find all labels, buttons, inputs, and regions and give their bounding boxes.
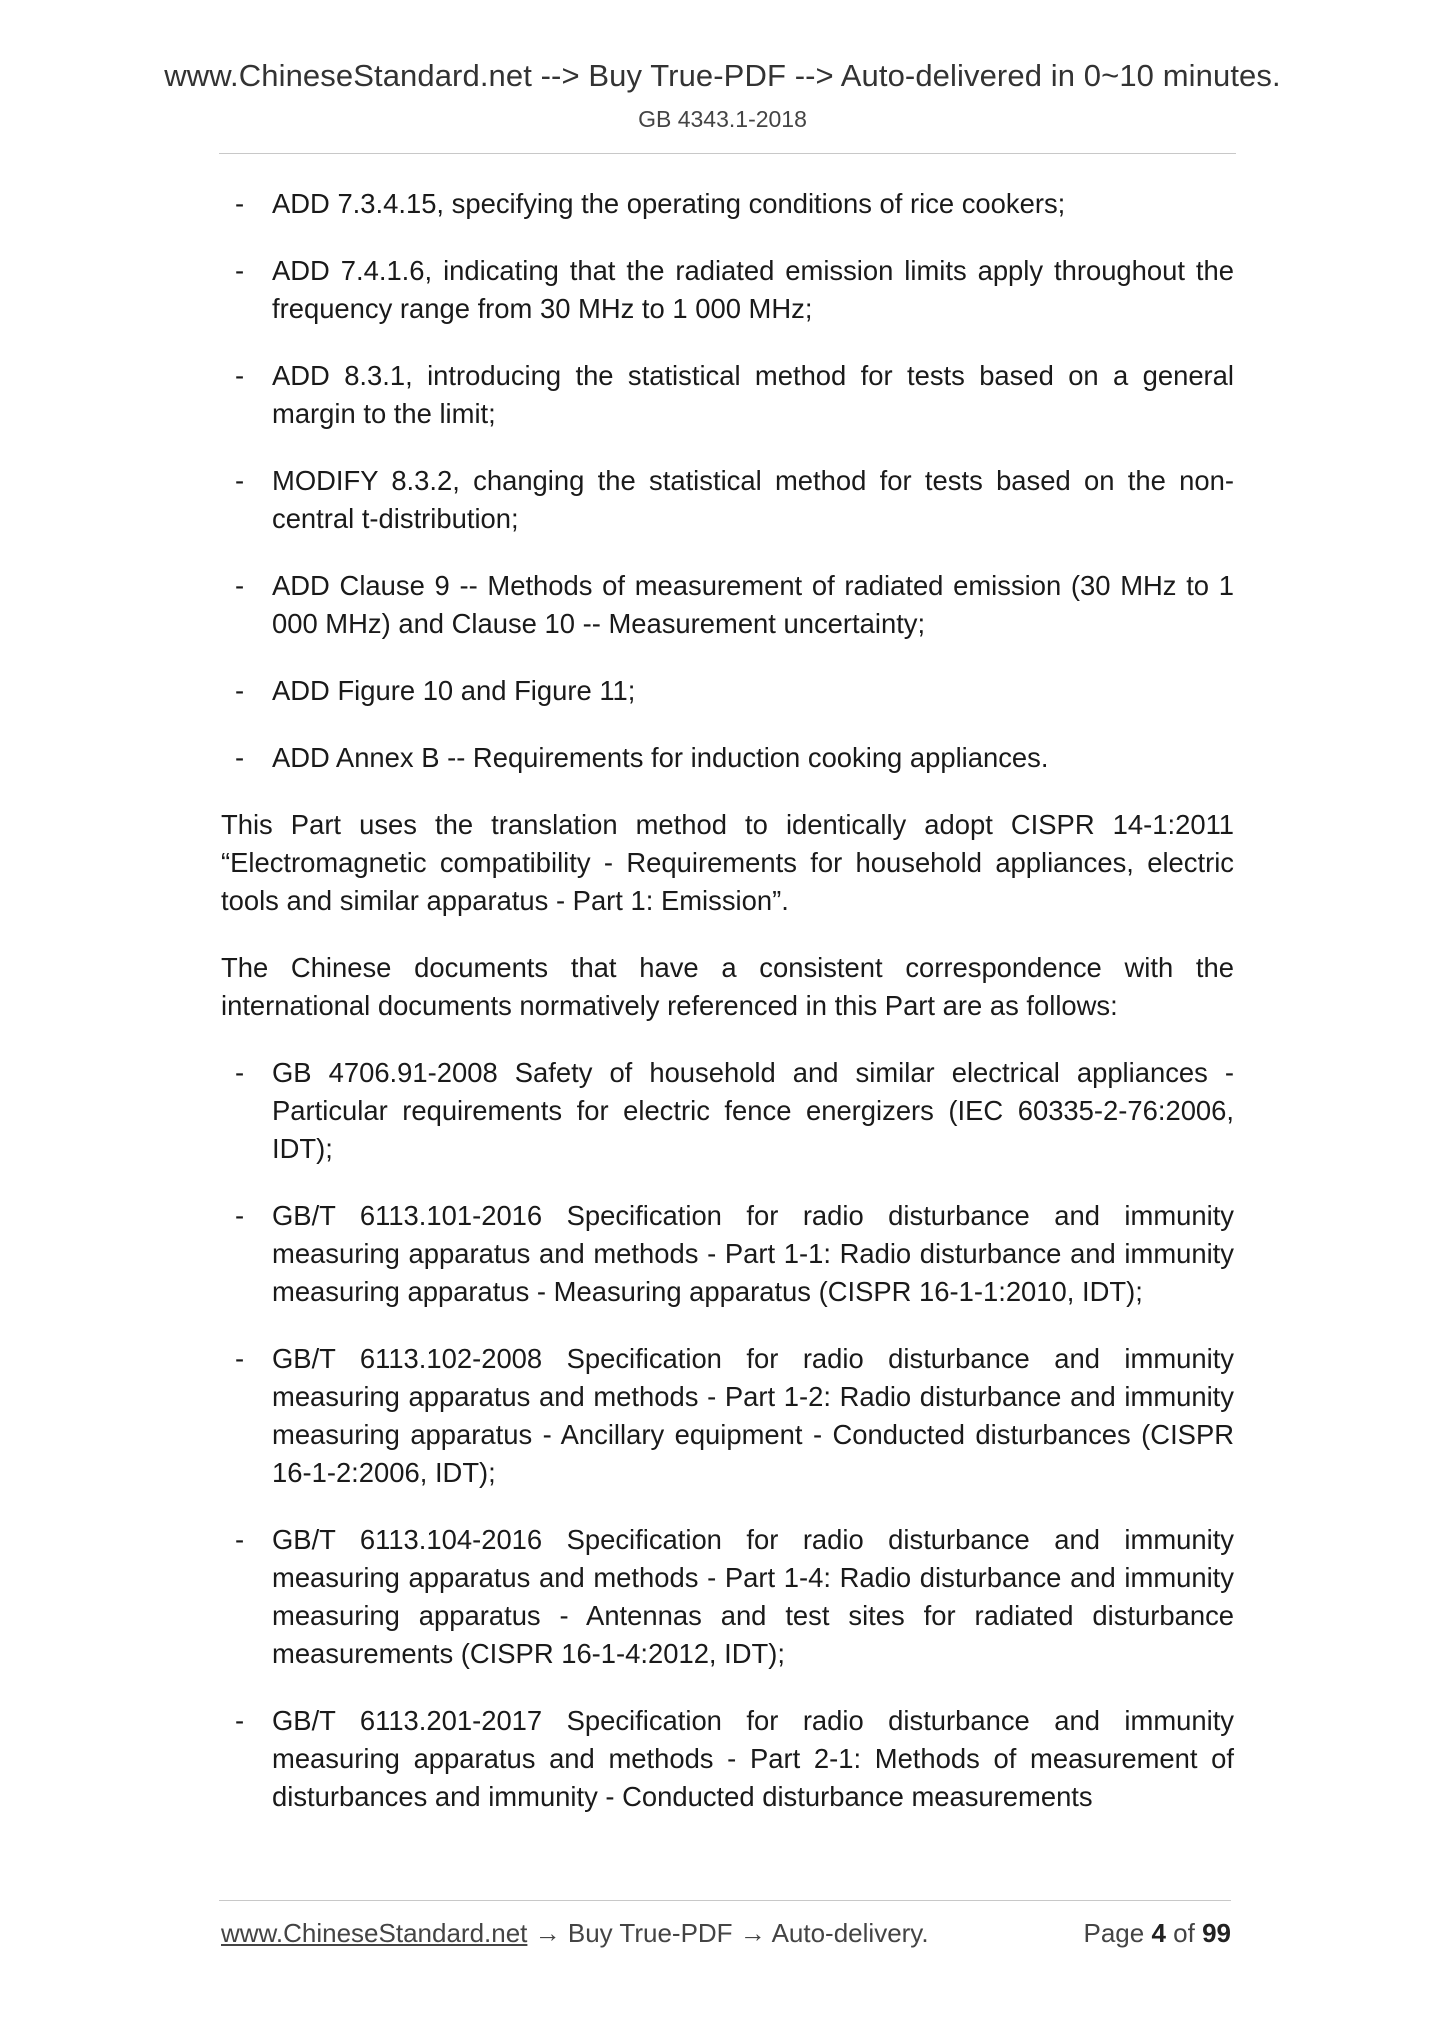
total-pages: 99: [1202, 1918, 1231, 1948]
list-item-text: ADD Figure 10 and Figure 11;: [272, 675, 636, 706]
list-item: [221, 739, 1234, 777]
list-item-text: ADD Clause 9 -- Methods of measurement of radiated emission (30 MHz to 1 000 MHz) and Clause 10 -- Measurement uncertainty;: [272, 570, 1234, 639]
reference-text: GB 4706.91-2008 Safety of household and similar electrical appliances - Particular requirements for electric fence energizers (IEC 60335-2-76:2006, IDT);: [272, 1057, 1234, 1164]
list-item: [221, 185, 1234, 223]
dash-bullet: [235, 185, 244, 223]
reference-item: [221, 1340, 1234, 1492]
dash-bullet: [235, 1702, 244, 1740]
list-item: [221, 462, 1234, 538]
reference-text: GB/T 6113.102-2008 Specification for radio disturbance and immunity measuring apparatus and methods - Part 1-2: Radio disturbance and immunity measuring apparatus - Ancillary equipment - Conducted disturbances (CISPR 16-1-2:2006, IDT);: [272, 1343, 1234, 1488]
footer-tagline: → Buy True-PDF → Auto-delivery.: [527, 1918, 929, 1948]
header-banner: www.ChineseStandard.net --> Buy True-PDF --> Auto-delivered in 0~10 minutes.: [164, 58, 1281, 93]
dash-bullet: [235, 1197, 244, 1235]
reference-text: GB/T 6113.201-2017 Specification for radio disturbance and immunity measuring apparatus and methods - Part 2-1: Methods of measurement of disturbances and immunity - Conducted disturbance measurements: [272, 1705, 1234, 1812]
page-indicator: [1083, 1918, 1231, 1949]
adoption-paragraph: This Part uses the translation method to identically adopt CISPR 14-1:2011 “Electromagnetic compatibility - Requirements for household appliances, electric tools and similar apparatus - Part 1: Emission”.: [221, 809, 1234, 916]
page-number: 4: [1151, 1918, 1166, 1948]
list-item: [221, 672, 1234, 710]
dash-bullet: [235, 357, 244, 395]
page-word: Page: [1083, 1918, 1145, 1948]
list-item-text: MODIFY 8.3.2, changing the statistical method for tests based on the non-central t-distribution;: [272, 465, 1234, 534]
dash-bullet: [235, 567, 244, 605]
header-divider: [219, 153, 1236, 154]
list-item-text: ADD Annex B -- Requirements for induction cooking appliances.: [272, 742, 1049, 773]
list-item-text: ADD 7.3.4.15, specifying the operating conditions of rice cookers;: [272, 188, 1066, 219]
reference-item: [221, 1054, 1234, 1168]
dash-bullet: [235, 252, 244, 290]
list-item: [221, 252, 1234, 328]
dash-bullet: [235, 739, 244, 777]
references-intro-paragraph: The Chinese documents that have a consistent correspondence with the international documents normatively referenced in this Part are as follows:: [221, 952, 1234, 1021]
dash-bullet: [235, 1521, 244, 1559]
reference-item: [221, 1702, 1234, 1816]
dash-bullet: [235, 672, 244, 710]
list-item-text: ADD 7.4.1.6, indicating that the radiated emission limits apply throughout the frequency range from 30 MHz to 1 000 MHz;: [272, 255, 1234, 324]
dash-bullet: [235, 1054, 244, 1092]
dash-bullet: [235, 1340, 244, 1378]
reference-item: [221, 1521, 1234, 1673]
reference-item: [221, 1197, 1234, 1311]
site-link[interactable]: www.ChineseStandard.net: [221, 1918, 528, 1948]
list-item-text: ADD 8.3.1, introducing the statistical method for tests based on a general margin to the limit;: [272, 360, 1234, 429]
of-word: of: [1173, 1918, 1195, 1948]
footer-left: [221, 1918, 929, 1949]
footer-divider: [219, 1900, 1231, 1901]
reference-text: GB/T 6113.101-2016 Specification for radio disturbance and immunity measuring apparatus and methods - Part 1-1: Radio disturbance and immunity measuring apparatus - Measuring apparatus (CISPR 16-1-1:2010, IDT);: [272, 1200, 1234, 1307]
dash-bullet: [235, 462, 244, 500]
document-code: GB 4343.1-2018: [638, 106, 807, 132]
reference-text: GB/T 6113.104-2016 Specification for radio disturbance and immunity measuring apparatus and methods - Part 1-4: Radio disturbance and immunity measuring apparatus - Antennas and test sites for radiated disturbance measurements (CISPR 16-1-4:2012, IDT);: [272, 1524, 1234, 1669]
list-item: [221, 357, 1234, 433]
page-body: [221, 185, 1234, 1845]
list-item: [221, 567, 1234, 643]
